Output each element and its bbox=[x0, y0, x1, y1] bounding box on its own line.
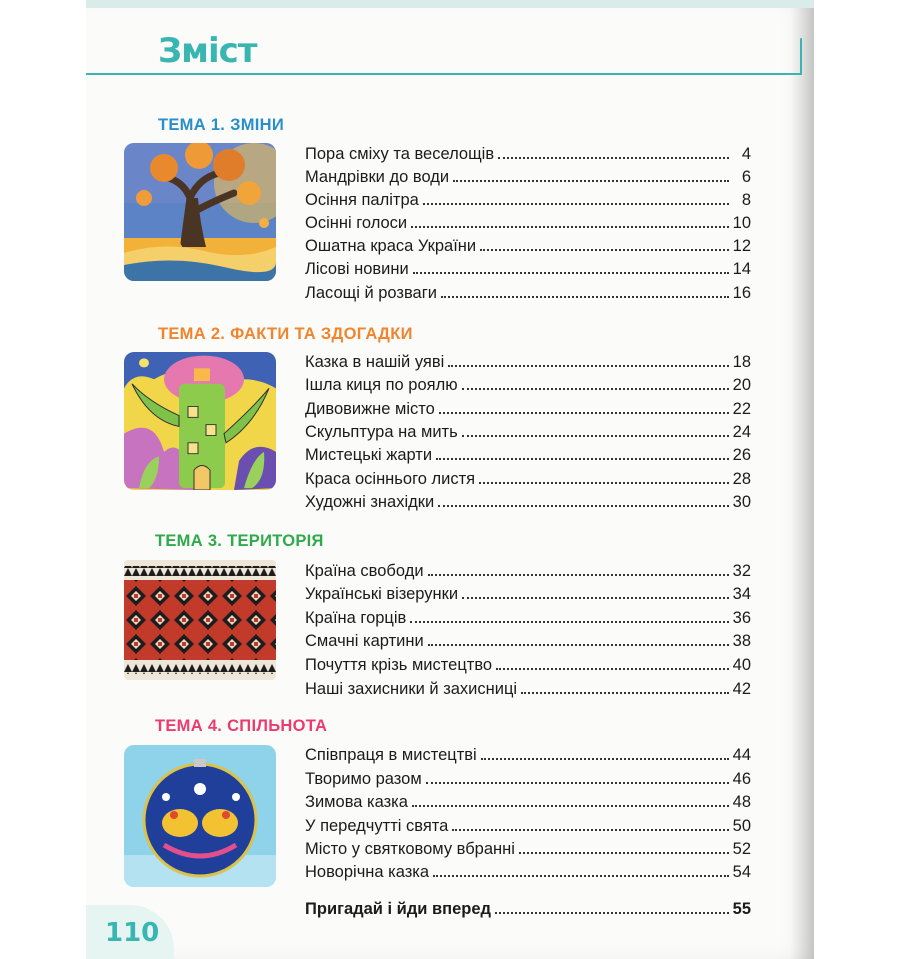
toc-entry[interactable]: Українські візерунки 34 bbox=[305, 585, 751, 603]
toc-entry[interactable]: Співпраця в мистецтві 44 bbox=[305, 746, 751, 764]
section-heading-4: ТЕМА 4. СПІЛЬНОТА bbox=[155, 717, 328, 735]
toc-entry[interactable]: Країна горців 36 bbox=[305, 609, 751, 627]
toc-entry-final[interactable]: Пригадай і йди вперед 55 bbox=[305, 900, 751, 918]
fantasy-tree-house-drawing bbox=[124, 352, 276, 490]
page-number: 110 bbox=[105, 918, 160, 948]
toc-entry[interactable]: Скульптура на мить 24 bbox=[305, 423, 751, 441]
page-title: Зміст bbox=[158, 31, 257, 71]
toc-entry[interactable]: Новорічна казка 54 bbox=[305, 863, 751, 881]
toc-entry[interactable]: Почуття крізь мистецтво 40 bbox=[305, 656, 751, 674]
toc-entry[interactable]: Мистецькі жарти 26 bbox=[305, 446, 751, 464]
toc-entry[interactable]: Творимо разом 46 bbox=[305, 770, 751, 788]
toc-entry[interactable]: Смачні картини 38 bbox=[305, 632, 751, 650]
header-rule-corner bbox=[800, 38, 802, 75]
autumn-tree-illustration bbox=[124, 143, 276, 281]
ukrainian-embroidery-pattern bbox=[124, 560, 276, 680]
section-heading-2: ТЕМА 2. ФАКТИ ТА ЗДОГАДКИ bbox=[158, 325, 413, 343]
toc-entry[interactable]: Зимова казка 48 bbox=[305, 793, 751, 811]
toc-entry[interactable]: Дивовижне місто 22 bbox=[305, 400, 751, 418]
toc-entry[interactable]: Осінні голоси 10 bbox=[305, 214, 751, 232]
toc-entry[interactable]: Лісові новини 14 bbox=[305, 260, 751, 278]
toc-entry[interactable]: Наші захисники й захисниці 42 bbox=[305, 680, 751, 698]
toc-entry[interactable]: Осіння палітра 8 bbox=[305, 191, 751, 209]
toc-entry[interactable]: Краса осіннього листя 28 bbox=[305, 470, 751, 488]
toc-entry[interactable]: У передчутті свята 50 bbox=[305, 817, 751, 835]
section-heading-1: ТЕМА 1. ЗМІНИ bbox=[158, 116, 285, 134]
painted-christmas-ornament bbox=[124, 745, 276, 887]
toc-entry[interactable]: Місто у святковому вбранні 52 bbox=[305, 840, 751, 858]
toc-entry[interactable]: Ласощі й розваги 16 bbox=[305, 284, 751, 302]
toc-entry[interactable]: Казка в нашій уяві 18 bbox=[305, 353, 751, 371]
toc-entry[interactable]: Художні знахідки 30 bbox=[305, 493, 751, 511]
toc-entry[interactable]: Ішла киця по роялю 20 bbox=[305, 376, 751, 394]
binding-shadow bbox=[790, 0, 814, 959]
header-rule bbox=[86, 73, 802, 75]
toc-entry[interactable]: Пора сміху та веселощів 4 bbox=[305, 145, 751, 163]
toc-entry[interactable]: Мандрівки до води 6 bbox=[305, 168, 751, 186]
top-band bbox=[86, 0, 814, 8]
section-heading-3: ТЕМА 3. ТЕРИТОРІЯ bbox=[155, 532, 324, 550]
toc-entry[interactable]: Ошатна краса України 12 bbox=[305, 237, 751, 255]
toc-entry[interactable]: Країна свободи 32 bbox=[305, 562, 751, 580]
page-margin bbox=[814, 0, 900, 959]
